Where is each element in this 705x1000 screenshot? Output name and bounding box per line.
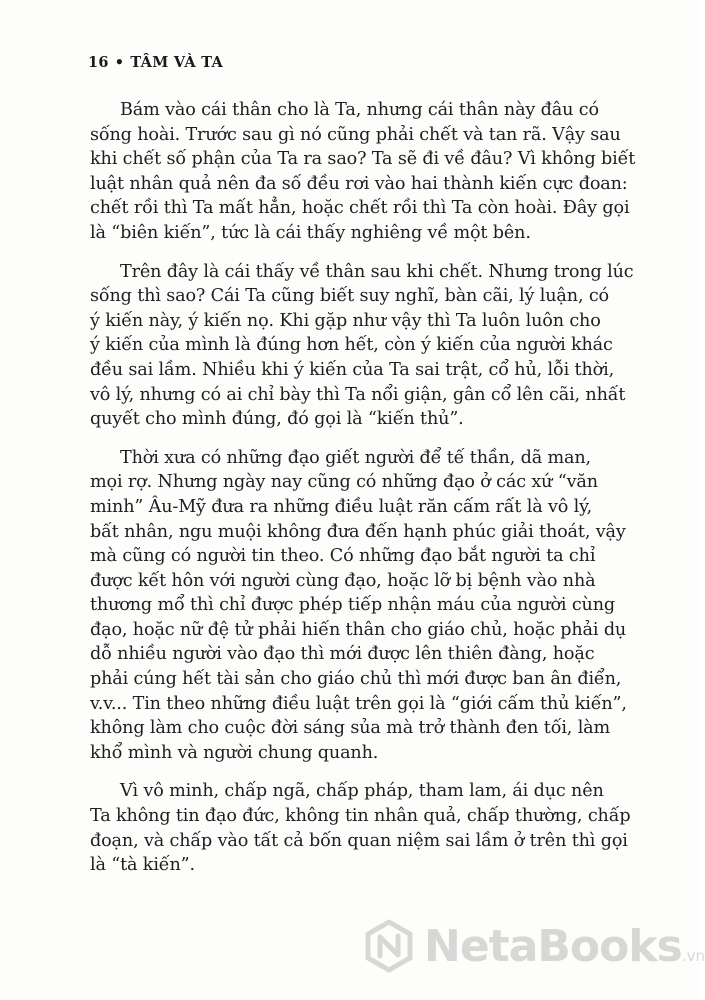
text-line: đoạn, và chấp vào tất cả bốn quan niệm sai lầm ở trên thì gọi	[90, 830, 628, 851]
text-line: đạo, hoặc nữ đệ tử phải hiến thân cho giáo chủ, hoặc phải dụ	[90, 619, 627, 640]
text-line: sống hoài. Trước sau gì nó cũng phải chết và tan rã. Vậy sau	[90, 124, 621, 145]
text-line: dỗ nhiều người vào đạo thì mới được lên thiên đàng, hoặc	[90, 644, 595, 665]
text-line: mọi rợ. Nhưng ngày nay cũng có những đạo ở các xứ “văn	[90, 472, 598, 493]
text-line: sống thì sao? Cái Ta cũng biết suy nghĩ, bàn cãi, lý luận, có	[90, 286, 609, 307]
text-line: ý kiến của mình là đúng hơn hết, còn ý kiến của người khác	[90, 335, 613, 356]
text-line: Thời xưa có những đạo giết người để tế thần, dã man,	[120, 447, 591, 468]
text-line: v.v... Tin theo những điều luật trên gọi là “giới cấm thủ kiến”,	[90, 693, 627, 714]
text-line: Bám vào cái thân cho là Ta, nhưng cái thân này đâu có	[120, 100, 599, 120]
text-line: minh” Âu-Mỹ đưa ra những điều luật răn cấm rất là vô lý,	[90, 496, 593, 517]
text-line: đều sai lầm. Nhiều khi ý kiến của Ta sai trật, cổ hủ, lỗi thời,	[90, 359, 615, 380]
text-line: khi chết số phận của Ta ra sao? Ta sẽ đi về đâu? Vì không biết	[90, 149, 636, 170]
text-line: Ta không tin đạo đức, không tin nhân quả, chấp thường, chấp	[90, 806, 631, 827]
text-line: không làm cho cuộc đời sáng sủa mà trở thành đen tối, làm	[90, 718, 611, 739]
netabooks-logo-icon	[362, 919, 416, 973]
header-separator: •	[114, 54, 125, 71]
text-line: thương mổ thì chỉ được phép tiếp nhận máu của người cùng	[90, 595, 615, 616]
text-line: quyết cho mình đúng, đó gọi là “kiến thủ”.	[90, 409, 464, 430]
paragraph-4	[90, 779, 650, 877]
text-line: phải cúng hết tài sản cho giáo chủ thì mới được ban ân điển,	[90, 669, 622, 690]
book-title: TÂM VÀ TA	[130, 54, 224, 71]
text-line: là “biên kiến”, tức là cái thấy nghiêng về một bên.	[90, 222, 531, 243]
text-line: luật nhân quả nên đa số đều rơi vào hai thành kiến cực đoan:	[90, 173, 628, 194]
text-line: vô lý, nhưng có ai chỉ bày thì Ta nổi giận, gân cổ lên cãi, nhất	[90, 384, 626, 405]
text-line: ý kiến này, ý kiến nọ. Khi gặp như vậy thì Ta luôn luôn cho	[90, 310, 601, 331]
text-line: khổ mình và người chung quanh.	[90, 742, 379, 763]
text-line: chết rồi thì Ta mất hẳn, hoặc chết rồi thì Ta còn hoài. Đây gọi	[90, 198, 630, 219]
page-number: 16	[88, 54, 109, 71]
paragraph-3	[90, 446, 650, 766]
watermark-brand: NetaBooks	[424, 920, 682, 972]
paragraph-2	[90, 260, 650, 432]
watermark-suffix: .vn	[681, 946, 705, 965]
body-text	[90, 98, 650, 892]
text-line: mà cũng có người tin theo. Có những đạo bắt người ta chỉ	[90, 546, 596, 567]
running-header	[88, 54, 223, 71]
text-line: được kết hôn với người cùng đạo, hoặc lỡ bị bệnh vào nhà	[90, 570, 596, 591]
paragraph-1	[90, 98, 650, 246]
text-line: Trên đây là cái thấy về thân sau khi chết. Nhưng trong lúc	[120, 261, 634, 282]
text-line: là “tà kiến”.	[90, 855, 195, 876]
netabooks-watermark	[362, 916, 705, 976]
text-line: Vì vô minh, chấp ngã, chấp pháp, tham lam, ái dục nên	[120, 781, 604, 802]
text-line: bất nhân, ngu muội không đưa đến hạnh phúc giải thoát, vậy	[90, 521, 626, 542]
watermark-text	[424, 921, 705, 972]
